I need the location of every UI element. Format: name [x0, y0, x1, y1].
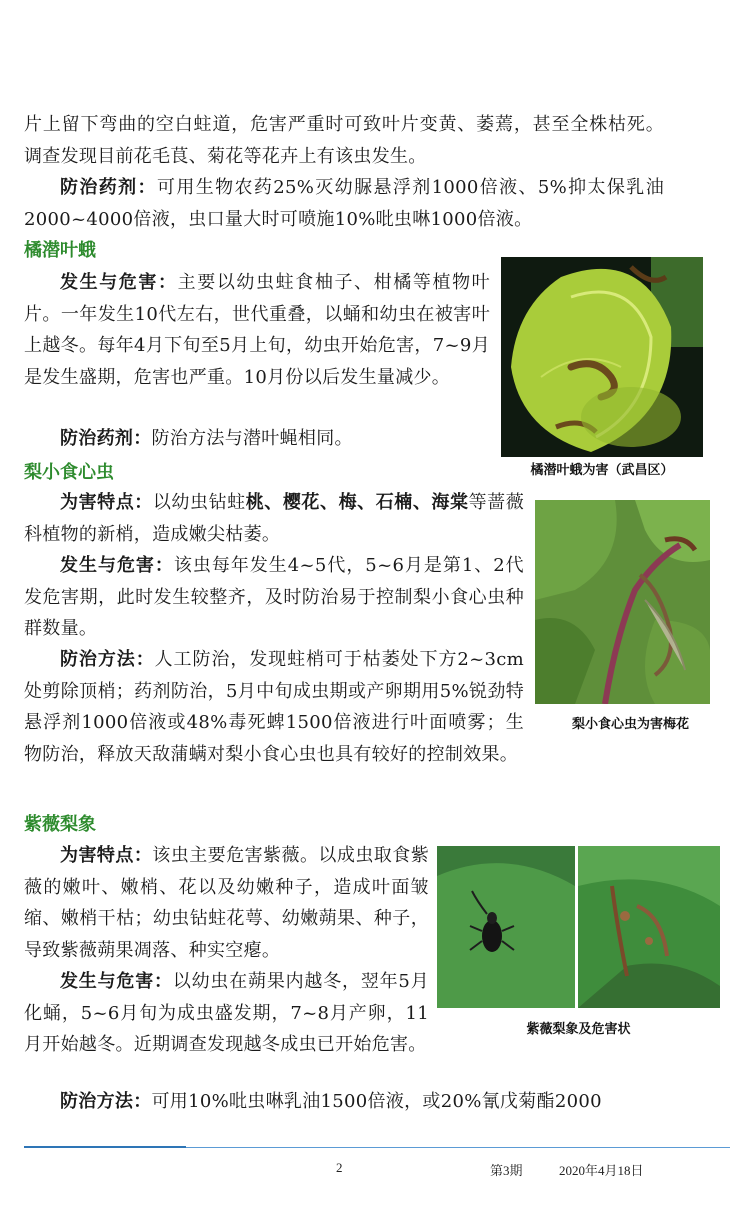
s1-control-paragraph — [24, 423, 490, 455]
oriental-fruit-moth-photo — [535, 500, 710, 704]
s3-occurrence-paragraph — [24, 966, 429, 1061]
s3-photo-caption: 紫薇梨象及危害状 — [526, 1022, 631, 1037]
s2-host-plants: 桃、樱花、梅、石楠、海棠 — [245, 492, 469, 513]
s3-feature-text: 该虫主要危害紫薇。以成虫取食紫薇的嫩叶、嫩梢、花以及幼嫩种子，造成叶面皱缩、嫩梢干枯；幼虫钻蛀花萼、幼嫩蒴果、种子，导致紫薇蒴果凋落、种实空瘪。 — [24, 845, 430, 961]
footer-rule-accent — [24, 1146, 186, 1148]
s2-control-paragraph — [24, 644, 524, 770]
section-title-citrus-leafminer: 橘潜叶蛾 — [24, 240, 96, 261]
s3-control-label: 防治方法： — [60, 1091, 152, 1112]
s3-feature-label: 为害特点： — [60, 845, 153, 866]
section-title-crape-myrtle-weevil: 紫薇梨象 — [24, 814, 96, 835]
issue-number: 第3期 — [490, 1163, 523, 1178]
s3-control-text: 可用10%吡虫啉乳油1500倍液，或20%氰戊菊酯2000 — [151, 1091, 602, 1112]
issue-date: 2020年4月18日 — [559, 1163, 644, 1178]
s2-feature-text-end: 等蔷薇科植物的新梢，造成嫩尖枯萎。 — [24, 492, 525, 545]
s2-feature-paragraph — [24, 487, 524, 550]
intro-text: 片上留下弯曲的空白蛀道，危害严重时可致叶片变黄、萎蔫，甚至全株枯死。调查发现目前花毛茛、菊花等花卉上有该虫发生。 — [24, 114, 664, 167]
intro-paragraph — [24, 109, 664, 172]
s1-occurrence-label: 发生与危害： — [60, 272, 178, 293]
s1-occurrence-text: 主要以幼虫蛀食柚子、柑橘等植物叶片。一年发生10代左右，世代重叠，以蛹和幼虫在被害叶上越冬。每年4月下旬至5月上旬，幼虫开始危害，7~9月是发生盛期，危害也严重。10月份以后发生量减少。 — [24, 272, 490, 388]
s3-occurrence-label: 发生与危害： — [60, 971, 173, 992]
s1-occurrence-paragraph — [24, 267, 490, 393]
crape-myrtle-weevil-photo — [437, 846, 720, 1008]
section-title-oriental-fruit-moth: 梨小食心虫 — [24, 462, 114, 483]
s2-occurrence-paragraph — [24, 550, 524, 645]
citrus-leafminer-photo — [501, 257, 703, 457]
s3-control-paragraph — [24, 1086, 664, 1118]
control-label: 防治药剂： — [60, 177, 157, 198]
s1-control-label: 防治药剂： — [60, 428, 152, 449]
s1-control-text: 防治方法与潜叶蝇相同。 — [151, 428, 353, 449]
s2-photo-caption: 梨小食心虫为害梅花 — [571, 717, 689, 732]
intro-control-paragraph — [24, 172, 664, 235]
s2-control-text: 人工防治，发现蛀梢可于枯萎处下方2~3cm处剪除顶梢；药剂防治，5月中旬成虫期或产卵期用5%锐劲特悬浮剂1000倍液或48%毒死蜱1500倍液进行叶面喷雾；生物防治，释放天敌蒲螨对梨小食心虫也具有较好的控制效果。 — [24, 649, 525, 765]
s2-occurrence-label: 发生与危害： — [60, 555, 174, 576]
s2-feature-text: 以幼虫钻蛀 — [152, 492, 246, 513]
s2-control-label: 防治方法： — [60, 649, 155, 670]
control-text: 可用生物农药25%灭幼脲悬浮剂1000倍液、5%抑太保乳油2000~4000倍液，虫口量大时可喷施10%吡虫啉1000倍液。 — [24, 177, 664, 230]
s3-feature-paragraph — [24, 840, 429, 966]
s3-occurrence-text: 以幼虫在蒴果内越冬，翌年5月化蛹，5~6月旬为成虫盛发期，7~8月产卵，11月开始越冬。近期调查发现越冬成虫已开始危害。 — [24, 971, 429, 1055]
s2-occurrence-text: 该虫每年发生4~5代，5~6月是第1、2代发危害期，此时发生较整齐，及时防治易于控制梨小食心虫种群数量。 — [24, 555, 524, 639]
page-number: 2 — [336, 1160, 343, 1175]
s1-photo-caption: 橘潜叶蛾为害（武昌区） — [530, 463, 674, 478]
s2-feature-label: 为害特点： — [60, 492, 153, 513]
